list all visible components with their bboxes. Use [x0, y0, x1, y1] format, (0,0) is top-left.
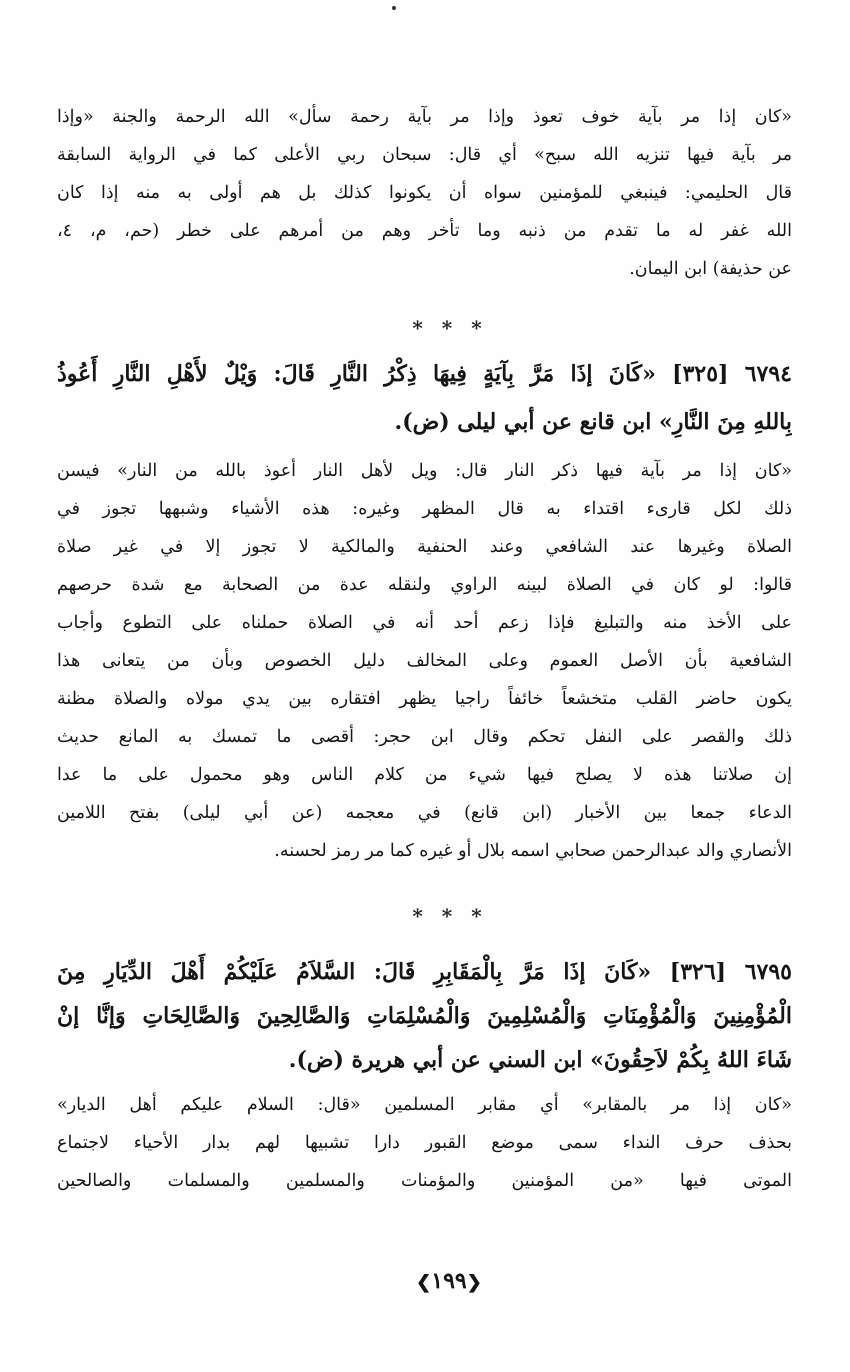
text-line: ذلك لكل قارىء اقتداء به قال المظهر وغيره: هذه الأشياء وشبهها تجوز في	[57, 499, 792, 519]
right-ornament-icon: ❯	[416, 1272, 432, 1293]
text-line: الدعاء جمعا بين الأخبار (ابن قانع) في معجمه (عن أبي ليلى) بفتح اللامين	[57, 803, 792, 823]
text-line: الأنصاري والد عبدالرحمن صحابي اسمه بلال أو غيره كما مر رمز لحسنه.	[274, 841, 792, 861]
scan-mark	[392, 6, 396, 10]
text-line: الصلاة وغيرها عند الشافعي وعند الحنفية والمالكية لا تجوز إلا في غير صلاة	[57, 537, 792, 557]
commentary-paragraph-1	[57, 98, 792, 288]
text-line: مر بآية فيها تنزيه الله سبح» أي قال: سبحان ربي الأعلى كما في الرواية السابقة	[57, 145, 792, 165]
text-line: الموتى فيها «من المؤمنين والمؤمنات والمسلمين والمسلمات والصالحين	[57, 1171, 792, 1191]
text-line: قالوا: لو كان في الصلاة لبينه الراوي ولنقله عدة من الصحابة مع شدة حرصهم	[57, 575, 792, 595]
text-line: إن صلاتنا هذه لا يصلح فيها شيء من كلام الناس وهو محمول على ما عدا	[57, 765, 792, 785]
left-ornament-icon: ❮	[466, 1272, 482, 1293]
text-line: الشافعية بأن الأصل العموم وعلى المخالف دليل الخصوص وبأن من يتعانى هذا	[57, 651, 792, 671]
hadith-line: ٦٧٩٥ [٣٢٦] «كَانَ إذَا مَرَّ بِالْمَقَابِرِ قَالَ: السَّلاَمُ عَلَيْكُمْ أَهْلَ الدِّيَارِ مِنَ	[57, 959, 792, 985]
hadith-6795	[57, 950, 792, 1082]
hadith-6794	[57, 350, 792, 446]
hadith-line: الْمُؤْمِنِينَ وَالْمُؤْمِنَاتِ وَالْمُسْلِمِينَ وَالْمُسْلِمَاتِ وَالصَّالِحِينَ وَالصَّالِحَاتِ وَإنَّا إنْ	[57, 1003, 792, 1029]
text-line: بحذف حرف النداء سمى موضع القبور دارا تشبيها لهم بدار الأحياء لاجتماع	[57, 1133, 792, 1153]
text-line: «كان إذا مر بآية خوف تعوذ وإذا مر بآية رحمة سأل» الله الرحمة والجنة «وإذا	[57, 107, 792, 127]
commentary-paragraph-3	[57, 1086, 792, 1200]
section-separator: * * *	[412, 904, 488, 928]
hadith-line: شَاءَ اللهُ بِكُمْ لاَحِقُونَ» ابن السني عن أبي هريرة (ض).	[288, 1047, 792, 1073]
text-line: عن حذيفة) ابن اليمان.	[629, 259, 792, 279]
text-line: «كان إذا مر بالمقابر» أي مقابر المسلمين «قال: السلام عليكم أهل الديار»	[57, 1095, 792, 1115]
hadith-line: بِاللهِ مِنَ النَّارِ» ابن قانع عن أبي ليلى (ض).	[394, 409, 792, 435]
page-number	[404, 1268, 494, 1294]
text-line: قال الحليمي: فينبغي للمؤمنين سواه أن يكونوا كذلك بل هم أولى به منه إذا كان	[57, 183, 792, 203]
text-line: «كان إذا مر بآية فيها ذكر النار قال: ويل لأهل النار أعوذ بالله من النار» فيسن	[57, 461, 792, 481]
text-line: يكون حاضر القلب متخشعاً خائفاً راجيا يظهر افتقاره بين يدي مولاه والصلاة مظنة	[57, 689, 792, 709]
section-separator: * * *	[412, 316, 488, 340]
text-line: الله غفر له ما تقدم من ذنبه وما تأخر وهم من أمرهم على خطر (حم، م، ٤،	[57, 221, 792, 241]
text-line: ذلك والقصر على النفل تحكم وقال ابن حجر: أقصى ما تمسك به المانع حديث	[57, 727, 792, 747]
hadith-line: ٦٧٩٤ [٣٢٥] «كَانَ إذَا مَرَّ بِآيَةٍ فِيهَا ذِكْرُ النَّارِ قَالَ: وَيْلٌ لأَهْلِ النَّارِ أَعُوذُ	[57, 361, 792, 387]
page-number-value: ١٩٩	[431, 1268, 467, 1294]
commentary-paragraph-2	[57, 452, 792, 870]
text-line: على الأخذ منه والتبليغ فإذا زعم أحد أنه في الصلاة حملناه على التطوع وأجاب	[57, 613, 792, 633]
